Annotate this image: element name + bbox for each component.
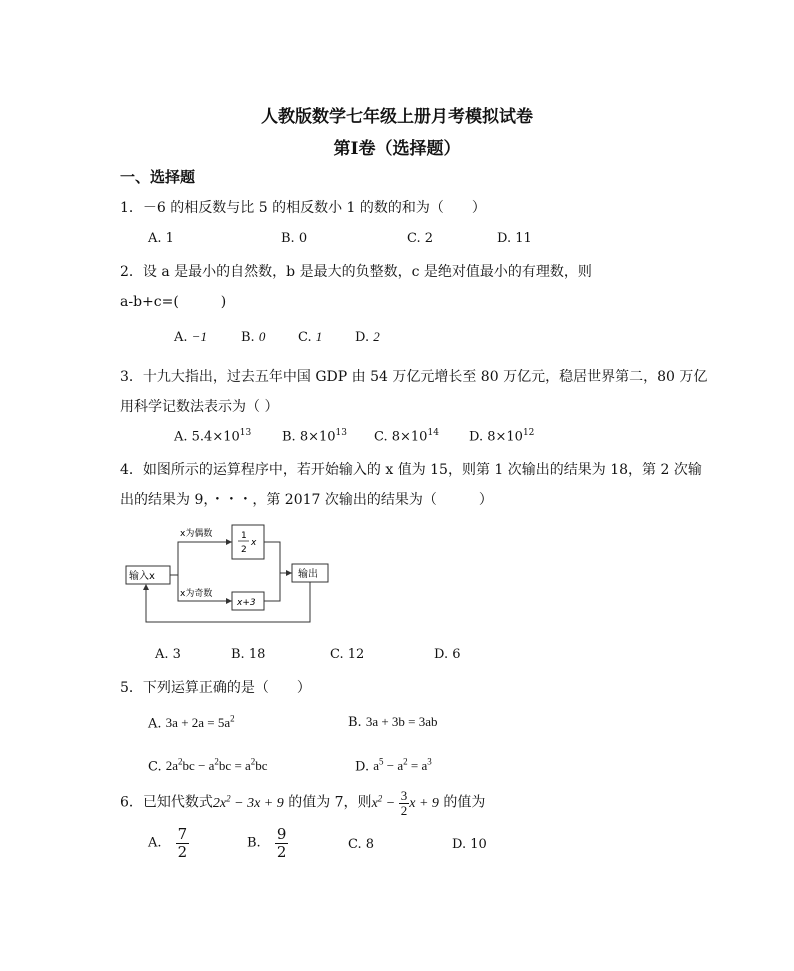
question-6-stem: [120, 788, 485, 818]
q6-expression-1: [212, 793, 284, 811]
q2-option-c-value: 1: [315, 329, 323, 344]
question-4-stem: 4．如图所示的运算程序中，若开始输入的 x 值为 15，则第 1 次输出的结果为 18，第 2 次输: [120, 462, 702, 478]
q6-a-numerator: 7: [177, 825, 188, 843]
q4-option-d: D. 6: [434, 647, 461, 662]
flow-arrowhead-even: [226, 539, 232, 545]
q3-option-b: [282, 428, 347, 444]
q3-option-b-base: B. 8×10: [282, 429, 336, 445]
q6-a-denominator: 2: [177, 842, 188, 861]
q2-option-b: [241, 329, 265, 345]
q3-option-c-exponent: 14: [427, 428, 439, 438]
q6-option-b-fraction: [275, 826, 289, 860]
q6-b-numerator: 9: [276, 825, 287, 843]
q6-option-d: D. 10: [452, 837, 487, 852]
q5-option-b: [348, 714, 438, 730]
exam-title: 人教版数学七年级上册月考模拟试卷: [261, 107, 533, 127]
q6-stem-part-c: 的值为: [438, 794, 486, 811]
q5-c-part3: bc = a: [218, 758, 251, 774]
q4-option-a: A. 3: [155, 647, 181, 662]
flow-odd-label: x为奇数: [180, 589, 213, 599]
q3-option-c-base: C. 8×10: [374, 429, 428, 445]
section-heading: 一、选择题: [120, 168, 196, 186]
q5-option-c-expr: [166, 758, 268, 773]
q5-c-exp2: 2: [214, 757, 219, 767]
q2-option-a-letter: A.: [174, 330, 188, 345]
flowchart-diagram: [120, 520, 335, 630]
q5-d-part3: = a: [407, 758, 428, 774]
q6-expr2-rest: x + 9: [409, 795, 439, 811]
q2-option-d-letter: D.: [355, 330, 370, 345]
q2-option-c-letter: C.: [298, 330, 312, 345]
q5-c-part2: bc − a: [182, 758, 215, 774]
q1-option-a: A. 1: [148, 231, 174, 246]
q6-expr2-fraction: [399, 789, 410, 819]
q4-option-b: B. 18: [231, 647, 266, 662]
q6-option-b-letter: B.: [247, 835, 261, 851]
q1-option-d: D. 11: [497, 231, 532, 246]
question-2-stem: 2．设 a 是最小的自然数，b 是最大的负整数，c 是绝对值最小的有理数，则: [120, 264, 592, 280]
flow-bottom-to-output: [264, 573, 280, 601]
q6-expr2-exponent: 2: [377, 793, 383, 803]
flow-half-variable: x: [251, 538, 257, 548]
flow-arrowhead-output: [286, 570, 292, 576]
q6-option-a-letter: A.: [148, 835, 162, 851]
q1-option-b: B. 0: [281, 231, 308, 246]
q5-d-exp1: 5: [379, 757, 384, 767]
q3-option-a-base: A. 5.4×10: [174, 429, 240, 445]
question-3-stem-line2: 用科学记数法表示为（ ）: [120, 399, 279, 415]
q4-option-c: C. 12: [330, 647, 365, 662]
q6-option-b: [247, 826, 288, 860]
q6-b-denominator: 2: [276, 842, 287, 861]
q5-option-a-letter: A.: [148, 716, 162, 732]
q5-option-c-letter: C.: [148, 759, 162, 775]
q3-option-a: [174, 428, 251, 444]
flow-half-denominator: 2: [241, 545, 247, 555]
question-3-stem: 3．十九大指出，过去五年中国 GDP 由 54 万亿元增长至 80 万亿元，稳居世界第二，80 万亿: [120, 369, 708, 385]
q5-option-a-expr: [166, 715, 235, 730]
flow-arrowhead-feedback: [143, 584, 149, 590]
q5-c-exp3: 2: [250, 757, 256, 767]
q5-c-exp1: 2: [178, 757, 183, 767]
q6-stem-part-a: 6．已知代数式: [120, 794, 213, 811]
q3-option-a-exponent: 13: [239, 428, 252, 438]
q3-option-d: [469, 428, 534, 444]
q6-option-c: C. 8: [348, 837, 375, 852]
q2-option-b-letter: B.: [241, 330, 255, 345]
exam-subtitle: 第Ⅰ卷（选择题）: [333, 139, 461, 159]
question-4-stem-line2: 出的结果为 9，・・・，第 2017 次输出的结果为（ ）: [120, 492, 493, 508]
q5-d-exp2: 2: [403, 757, 408, 767]
flow-arrowhead-odd: [226, 598, 232, 604]
q5-option-a-exponent: 2: [230, 714, 235, 724]
q1-option-c: C. 2: [407, 231, 434, 246]
q6-stem-part-b: 的值为 7，则: [283, 794, 372, 811]
q5-option-d: [355, 757, 432, 774]
q5-option-b-letter: B.: [348, 715, 362, 730]
flow-input-label: 输入x: [129, 571, 155, 582]
q6-expr2-base: x: [371, 795, 378, 811]
q3-option-c: [374, 428, 439, 444]
q2-option-a: [174, 329, 207, 345]
q2-option-a-value: −1: [191, 329, 207, 344]
q5-option-a-expr-text: 3a + 2a = 5a: [165, 715, 231, 731]
q5-option-d-expr: [373, 758, 432, 773]
q6-option-a: [148, 826, 189, 860]
q6-expression-2: [371, 787, 439, 818]
flow-even-label: x为偶数: [180, 529, 213, 539]
q5-option-b-expr: 3a + 3b = 3ab: [365, 714, 438, 729]
q2-option-d: [355, 329, 380, 345]
flow-half-box: [232, 525, 264, 559]
question-1-stem: 1．－6 的相反数与比 5 的相反数小 1 的数的和为（ ）: [120, 200, 486, 216]
q3-option-d-exponent: 12: [522, 428, 535, 438]
q5-option-c: [148, 757, 268, 774]
q6-expr1-exponent: 2: [226, 793, 231, 803]
q6-expr1-base: 2x: [212, 795, 227, 811]
q6-expr2-minus: −: [382, 795, 399, 811]
flow-half-numerator: 1: [241, 531, 247, 541]
q5-option-d-letter: D.: [355, 759, 370, 775]
q5-c-part4: bc: [255, 758, 268, 774]
q5-d-part1: a: [373, 758, 380, 774]
q5-option-a: [148, 714, 235, 731]
q5-d-exp3: 3: [427, 757, 432, 767]
q5-c-part1: 2a: [165, 758, 179, 774]
question-2-stem-line2: a-b+c=( ): [120, 294, 227, 310]
q6-option-a-fraction: [176, 826, 190, 860]
question-5-stem: 5．下列运算正确的是（ ）: [120, 680, 311, 696]
q3-option-b-exponent: 13: [335, 428, 347, 438]
q2-option-d-value: 2: [373, 329, 380, 344]
q6-expr2-numerator: 3: [400, 787, 408, 803]
flow-even-line: [170, 542, 232, 575]
q5-d-part2: − a: [383, 758, 404, 774]
q2-option-c: [298, 329, 322, 345]
flow-plus-label: x+3: [237, 598, 256, 608]
q6-expr1-rest: − 3x + 9: [230, 795, 284, 811]
q3-option-d-base: D. 8×10: [469, 429, 523, 445]
flow-output-label: 输出: [298, 569, 318, 580]
q2-option-b-value: 0: [258, 329, 266, 344]
q6-expr2-denominator: 2: [400, 802, 408, 818]
flow-top-to-output: [264, 542, 292, 573]
